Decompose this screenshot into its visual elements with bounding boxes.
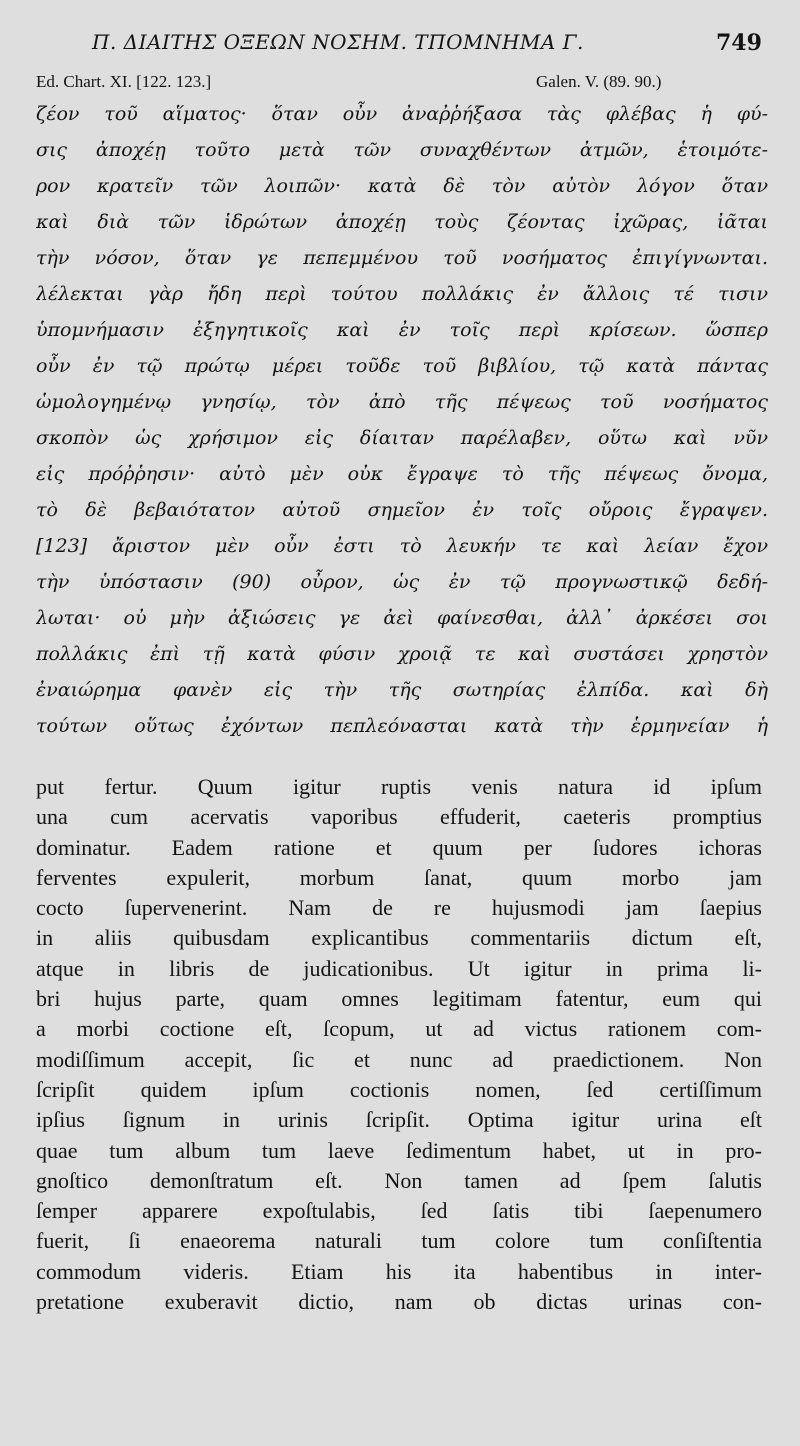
latin-line: a morbi coctione eſt, ſcopum, ut ad victus rationem com- bbox=[36, 1016, 762, 1042]
greek-line: πολλάκις ἐπὶ τῇ κατὰ φύσιν χροιᾷ τε καὶ συστάσει χρηστὸν bbox=[36, 643, 768, 665]
latin-line: bri hujus parte, quam omnes legitimam fatentur, eum qui bbox=[36, 986, 762, 1012]
running-head: Π. ΔΙΑΙΤΗΣ ΟΞΕΩΝ ΝΟΣΗΜ. ΤΠΟΜΝΗΜΑ Γ. bbox=[92, 30, 584, 54]
latin-line: gnoſtico demonſtratum eſt. Non tamen ad ſpem ſalutis bbox=[36, 1167, 762, 1193]
page-number: 749 bbox=[716, 30, 762, 56]
latin-line: ſemper apparere expoſtulabis, ſed ſatis tibi ſaepenumero bbox=[36, 1198, 762, 1224]
latin-line: commodum videris. Etiam his ita habentibus in inter- bbox=[36, 1258, 762, 1284]
latin-line: put fertur. Quum igitur ruptis venis natura id ipſum bbox=[36, 774, 762, 799]
latin-line: dominatur. Eadem ratione et quum per ſudores ichoras bbox=[36, 834, 762, 860]
greek-line: ζέον τοῦ αἵματος· ὅταν οὖν ἀναῤῥήξασα τὰς φλέβας ἡ φύ- bbox=[36, 103, 768, 125]
greek-line: ὑπομνήμασιν ἐξηγητικοῖς καὶ ἐν τοῖς περὶ κρίσεων. ὥσπερ bbox=[36, 319, 768, 341]
greek-line: [123] ἄριστον μὲν οὖν ἐστι τὸ λευκήν τε καὶ λείαν ἔχον bbox=[36, 535, 768, 557]
greek-line: ὡμολογημένῳ γνησίῳ, τὸν ἀπὸ τῆς πέψεως τοῦ νοσήματος bbox=[36, 391, 768, 413]
latin-line: modiſſimum accepit, ſic et nunc ad praedictionem. Non bbox=[36, 1046, 762, 1072]
greek-line: ἐναιώρημα φανὲν εἰς τὴν τῆς σωτηρίας ἐλπίδα. καὶ δὴ bbox=[36, 679, 768, 701]
greek-line: σις ἀποχέῃ τοῦτο μετὰ τῶν συναχθέντων ἀτμῶν, ἑτοιμότε- bbox=[36, 139, 768, 161]
edition-reference-kuehn: Galen. V. (89. 90.) bbox=[536, 72, 662, 91]
greek-line: λωται· οὐ μὴν ἀξιώσεις γε ἀεὶ φαίνεσθαι, ἀλλ᾽ ἀρκέσει σοι bbox=[36, 607, 768, 629]
latin-line: atque in libris de judicationibus. Ut igitur in prima li- bbox=[36, 955, 762, 981]
latin-line: ipſius ſignum in urinis ſcripſit. Optima igitur urina eſt bbox=[36, 1107, 762, 1133]
latin-line: una cum acervatis vaporibus effuderit, caeteris promptius bbox=[36, 804, 762, 830]
latin-line: pretatione exuberavit dictio, nam ob dictas urinas con- bbox=[36, 1289, 762, 1315]
greek-line: σκοπὸν ὡς χρήσιμον εἰς δίαιταν παρέλαβεν, οὕτω καὶ νῦν bbox=[36, 427, 768, 449]
greek-line: εἰς πρόῤῥησιν· αὐτὸ μὲν οὐκ ἔγραψε τὸ τῆς πέψεως ὄνομα, bbox=[36, 463, 768, 485]
greek-line: τὸ δὲ βεβαιότατον αὐτοῦ σημεῖον ἐν τοῖς οὔροις ἔγραψεν. bbox=[36, 499, 768, 521]
latin-line: cocto ſupervenerint. Nam de re hujusmodi jam ſaepius bbox=[36, 895, 762, 921]
greek-line: τούτων οὕτως ἐχόντων πεπλεόνασται κατὰ τὴν ἑρμηνείαν ἡ bbox=[36, 715, 768, 737]
latin-line: ſcripſit quidem ipſum coctionis nomen, ſed certiſſimum bbox=[36, 1076, 762, 1102]
latin-line: ferventes expulerit, morbum ſanat, quum morbo jam bbox=[36, 864, 762, 890]
greek-text-block bbox=[36, 96, 768, 744]
greek-line: τὴν ὑπόστασιν (90) οὖρον, ὡς ἐν τῷ προγνωστικῷ δεδή- bbox=[36, 571, 768, 593]
latin-line: quae tum album tum laeve ſedimentum habet, ut in pro- bbox=[36, 1137, 762, 1163]
greek-line: λέλεκται γὰρ ἤδη περὶ τούτου πολλάκις ἐν ἄλλοις τέ τισιν bbox=[36, 283, 768, 305]
latin-text-block bbox=[36, 772, 762, 1317]
greek-line: οὖν ἐν τῷ πρώτῳ μέρει τοῦδε τοῦ βιβλίου, τῷ κατὰ πάντας bbox=[36, 355, 768, 377]
edition-reference-chartier: Ed. Chart. XI. [122. 123.] bbox=[36, 72, 212, 91]
greek-line: ρον κρατεῖν τῶν λοιπῶν· κατὰ δὲ τὸν αὐτὸν λόγον ὅταν bbox=[36, 175, 768, 197]
greek-line: τὴν νόσον, ὅταν γε πεπεμμένου τοῦ νοσήματος ἐπιγίγνωνται. bbox=[36, 247, 768, 269]
greek-line: καὶ διὰ τῶν ἱδρώτων ἀποχέῃ τοὺς ζέοντας ἰχῶρας, ἰᾶται bbox=[36, 211, 768, 233]
latin-line: fuerit, ſi enaeorema naturali tum colore tum conſiſtentia bbox=[36, 1228, 762, 1254]
latin-line: in aliis quibusdam explicantibus commentariis dictum eſt, bbox=[36, 925, 762, 951]
